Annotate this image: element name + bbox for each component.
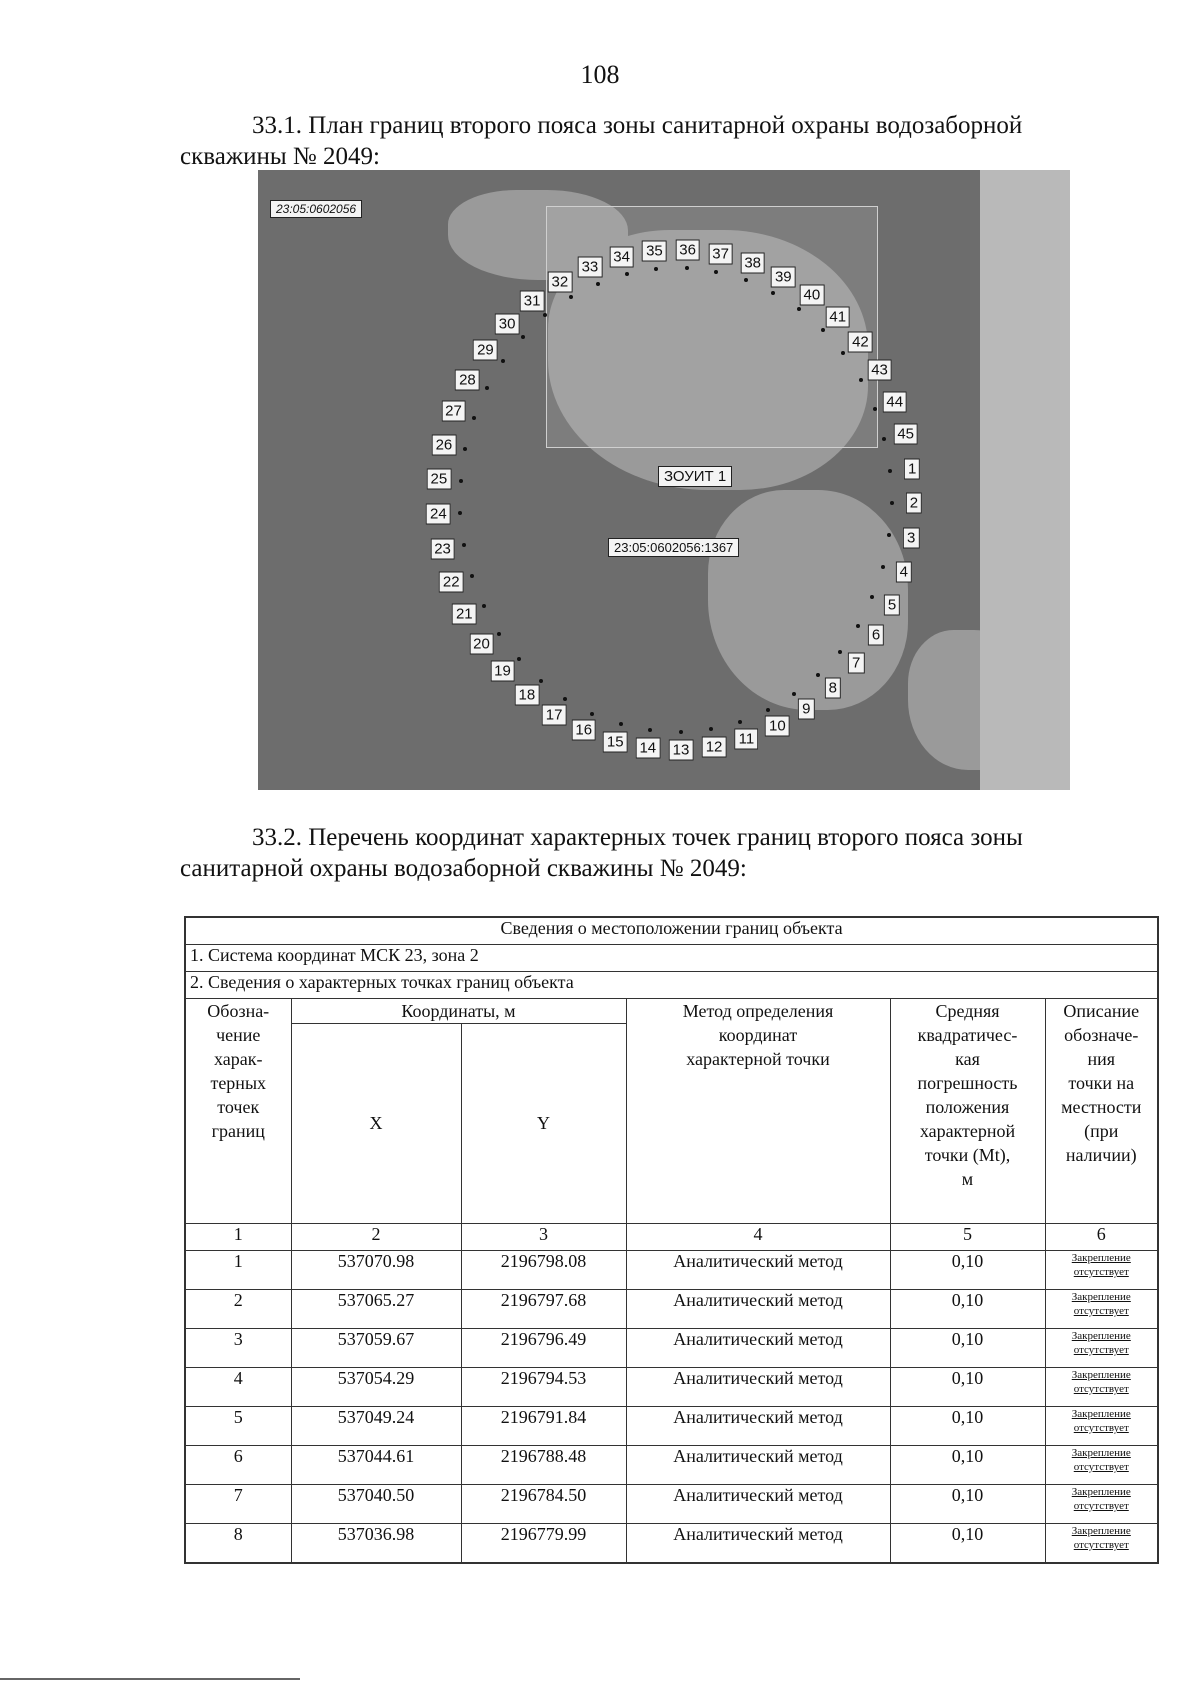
heading-line: 33.2. Перечень координат характерных точек границ второго пояса зоны [252, 824, 1023, 851]
error-cell: 0,10 [890, 1446, 1045, 1485]
boundary-point [838, 650, 842, 654]
boundary-point-label: 5 [884, 594, 900, 615]
boundary-point-label: 29 [473, 340, 498, 361]
coord-y: 2196779.99 [461, 1524, 626, 1564]
column-number: 4 [626, 1224, 890, 1251]
boundary-point [888, 469, 892, 473]
point-number: 6 [185, 1446, 291, 1485]
description-cell [1045, 1446, 1158, 1485]
coord-y: 2196788.48 [461, 1446, 626, 1485]
boundary-point [485, 386, 489, 390]
boundary-point-label: 12 [702, 736, 727, 757]
coordinates-table [184, 916, 1159, 1564]
table-row [185, 1485, 1158, 1524]
boundary-point [596, 282, 600, 286]
boundary-point [744, 278, 748, 282]
boundary-point-label: 19 [490, 661, 515, 682]
description-line: отсутствует [1073, 1266, 1129, 1278]
boundary-point-label: 45 [893, 424, 918, 445]
boundary-point [890, 501, 894, 505]
boundary-point [766, 708, 770, 712]
table-row [185, 1251, 1158, 1290]
description-line: Закрепление [1071, 1330, 1131, 1342]
table-row [185, 1290, 1158, 1329]
header-y: Y [461, 1024, 626, 1224]
coord-x: 537044.61 [291, 1446, 461, 1485]
coord-x: 537054.29 [291, 1368, 461, 1407]
boundary-point [709, 727, 713, 731]
method-cell: Аналитический метод [626, 1524, 890, 1564]
boundary-point-label: 6 [868, 625, 884, 646]
boundary-point [463, 447, 467, 451]
table-title: Сведения о местоположении границ объекта [185, 917, 1158, 945]
error-cell: 0,10 [890, 1524, 1045, 1564]
description-cell [1045, 1290, 1158, 1329]
page-footer-rule [0, 1678, 300, 1680]
map-terrain-patch [708, 490, 908, 710]
coord-x: 537070.98 [291, 1251, 461, 1290]
table-row [185, 1368, 1158, 1407]
boundary-point-label: 43 [867, 360, 892, 381]
boundary-point-label: 15 [603, 731, 628, 752]
boundary-point [792, 692, 796, 696]
boundary-point [501, 359, 505, 363]
boundary-plan-map [258, 170, 1070, 790]
table-row [185, 1446, 1158, 1485]
boundary-point-label: 17 [542, 704, 567, 725]
method-cell: Аналитический метод [626, 1329, 890, 1368]
boundary-point [679, 730, 683, 734]
coord-x: 537036.98 [291, 1524, 461, 1564]
column-numbers-row [185, 1224, 1158, 1251]
boundary-point-label: 21 [452, 604, 477, 625]
description-cell [1045, 1251, 1158, 1290]
description-line: Закрепление [1071, 1291, 1131, 1303]
boundary-point-label: 8 [825, 678, 841, 699]
coord-y: 2196794.53 [461, 1368, 626, 1407]
heading-line: скважины № 2049: [180, 143, 380, 170]
boundary-point [714, 270, 718, 274]
point-number: 1 [185, 1251, 291, 1290]
coord-y: 2196784.50 [461, 1485, 626, 1524]
boundary-point [859, 378, 863, 382]
boundary-point [882, 437, 886, 441]
description-cell [1045, 1485, 1158, 1524]
heading-line: 33.1. План границ второго пояса зоны санитарной охраны водозаборной [252, 112, 1023, 139]
boundary-point-label: 1 [904, 458, 920, 479]
description-line: Закрепление [1071, 1486, 1131, 1498]
boundary-point [521, 335, 525, 339]
boundary-point [821, 328, 825, 332]
boundary-point [738, 720, 742, 724]
boundary-point-label: 28 [455, 369, 480, 390]
boundary-point [497, 632, 501, 636]
description-cell [1045, 1407, 1158, 1446]
description-line: Закрепление [1071, 1369, 1131, 1381]
boundary-point-label: 9 [798, 699, 814, 720]
coordinate-system: 1. Система координат МСК 23, зона 2 [185, 945, 1158, 972]
point-number: 4 [185, 1368, 291, 1407]
point-number: 2 [185, 1290, 291, 1329]
boundary-point-label: 35 [642, 241, 667, 262]
header-description: Описание обозначе- ния точки на местности (при наличии) [1045, 999, 1158, 1224]
section-heading-coordinates [180, 822, 1160, 884]
column-number: 6 [1045, 1224, 1158, 1251]
coord-x: 537040.50 [291, 1485, 461, 1524]
boundary-point [881, 565, 885, 569]
boundary-point [569, 295, 573, 299]
boundary-point-label: 7 [848, 653, 864, 674]
boundary-point-label: 27 [441, 401, 466, 422]
boundary-point [841, 351, 845, 355]
point-number: 3 [185, 1329, 291, 1368]
boundary-point [539, 679, 543, 683]
boundary-point [797, 307, 801, 311]
method-cell: Аналитический метод [626, 1485, 890, 1524]
method-cell: Аналитический метод [626, 1368, 890, 1407]
boundary-point-label: 22 [439, 572, 464, 593]
method-cell: Аналитический метод [626, 1446, 890, 1485]
boundary-point-label: 30 [495, 313, 520, 334]
boundary-point-label: 44 [882, 391, 907, 412]
error-cell: 0,10 [890, 1485, 1045, 1524]
coord-y: 2196798.08 [461, 1251, 626, 1290]
boundary-point-label: 32 [548, 271, 573, 292]
column-number: 3 [461, 1224, 626, 1251]
boundary-point [654, 267, 658, 271]
boundary-point [619, 722, 623, 726]
description-cell [1045, 1524, 1158, 1564]
coord-y: 2196796.49 [461, 1329, 626, 1368]
column-number: 5 [890, 1224, 1045, 1251]
method-cell: Аналитический метод [626, 1251, 890, 1290]
boundary-point-label: 25 [426, 469, 451, 490]
points-section-title: 2. Сведения о характерных точках границ объекта [185, 972, 1158, 999]
boundary-point [563, 697, 567, 701]
description-line: Закрепление [1071, 1252, 1131, 1264]
header-method: Метод определения координат характерной точки [626, 999, 890, 1224]
boundary-point-label: 13 [669, 739, 694, 760]
boundary-point-label: 34 [609, 246, 634, 267]
description-cell [1045, 1368, 1158, 1407]
description-line: отсутствует [1073, 1383, 1129, 1395]
boundary-point-label: 23 [430, 538, 455, 559]
boundary-point-label: 39 [771, 266, 796, 287]
description-line: Закрепление [1071, 1408, 1131, 1420]
description-line: Закрепление [1071, 1447, 1131, 1459]
boundary-point [685, 266, 689, 270]
coord-x: 537059.67 [291, 1329, 461, 1368]
boundary-point-label: 26 [432, 434, 457, 455]
boundary-point-label: 14 [635, 738, 660, 759]
table-row [185, 1407, 1158, 1446]
boundary-point-label: 3 [903, 528, 919, 549]
description-line: отсутствует [1073, 1500, 1129, 1512]
boundary-point-label: 20 [469, 634, 494, 655]
boundary-point-label: 2 [906, 493, 922, 514]
boundary-point-label: 42 [848, 331, 873, 352]
boundary-point [459, 479, 463, 483]
heading-line: санитарной охраны водозаборной скважины № 2049: [180, 855, 747, 882]
error-cell: 0,10 [890, 1251, 1045, 1290]
boundary-point [543, 313, 547, 317]
header-designation: Обозна- чение харак- терных точек границ [185, 999, 291, 1224]
boundary-point-label: 40 [799, 284, 824, 305]
table-body [185, 1251, 1158, 1564]
zone-label: ЗОУИТ 1 [658, 466, 732, 487]
coord-y: 2196797.68 [461, 1290, 626, 1329]
boundary-point-label: 10 [765, 716, 790, 737]
boundary-point-label: 4 [896, 562, 912, 583]
error-cell: 0,10 [890, 1329, 1045, 1368]
boundary-point [462, 543, 466, 547]
boundary-point [873, 407, 877, 411]
boundary-point [472, 416, 476, 420]
boundary-point [482, 604, 486, 608]
description-line: отсутствует [1073, 1461, 1129, 1473]
description-line: отсутствует [1073, 1539, 1129, 1551]
page-number: 108 [580, 60, 620, 89]
boundary-point [887, 533, 891, 537]
boundary-point-label: 37 [708, 244, 733, 265]
boundary-point-label: 16 [571, 720, 596, 741]
boundary-point [458, 511, 462, 515]
column-number: 2 [291, 1224, 461, 1251]
boundary-point [590, 712, 594, 716]
coord-x: 537049.24 [291, 1407, 461, 1446]
section-heading-plan [180, 110, 1160, 172]
description-line: Закрепление [1071, 1525, 1131, 1537]
header-coordinates: Координаты, м [291, 999, 626, 1024]
boundary-point [517, 657, 521, 661]
method-cell: Аналитический метод [626, 1290, 890, 1329]
boundary-point [870, 595, 874, 599]
point-number: 8 [185, 1524, 291, 1564]
method-cell: Аналитический метод [626, 1407, 890, 1446]
description-line: отсутствует [1073, 1422, 1129, 1434]
description-line: отсутствует [1073, 1305, 1129, 1317]
boundary-point [648, 728, 652, 732]
header-x: X [291, 1024, 461, 1224]
boundary-point-label: 31 [520, 290, 545, 311]
boundary-point [816, 673, 820, 677]
boundary-point-label: 18 [515, 684, 540, 705]
error-cell: 0,10 [890, 1407, 1045, 1446]
boundary-point-label: 24 [426, 503, 451, 524]
boundary-point [771, 291, 775, 295]
table-row [185, 1524, 1158, 1564]
coord-y: 2196791.84 [461, 1407, 626, 1446]
error-cell: 0,10 [890, 1290, 1045, 1329]
error-cell: 0,10 [890, 1368, 1045, 1407]
boundary-point-label: 41 [825, 306, 850, 327]
boundary-point-label: 36 [675, 240, 700, 261]
boundary-point [856, 624, 860, 628]
table-row [185, 1329, 1158, 1368]
boundary-point-label: 33 [578, 256, 603, 277]
cadastral-block-label: 23:05:0602056 [270, 200, 362, 218]
description-line: отсутствует [1073, 1344, 1129, 1356]
header-error: Средняя квадратичес- кая погрешность положения характерной точки (Mt), м [890, 999, 1045, 1224]
boundary-point-label: 38 [740, 253, 765, 274]
column-number: 1 [185, 1224, 291, 1251]
point-number: 5 [185, 1407, 291, 1446]
boundary-point-label: 11 [735, 728, 759, 749]
boundary-point [470, 574, 474, 578]
description-cell [1045, 1329, 1158, 1368]
boundary-point [625, 272, 629, 276]
coord-x: 537065.27 [291, 1290, 461, 1329]
parcel-number-label: 23:05:0602056:1367 [608, 538, 739, 557]
map-road-strip [980, 170, 1070, 790]
point-number: 7 [185, 1485, 291, 1524]
